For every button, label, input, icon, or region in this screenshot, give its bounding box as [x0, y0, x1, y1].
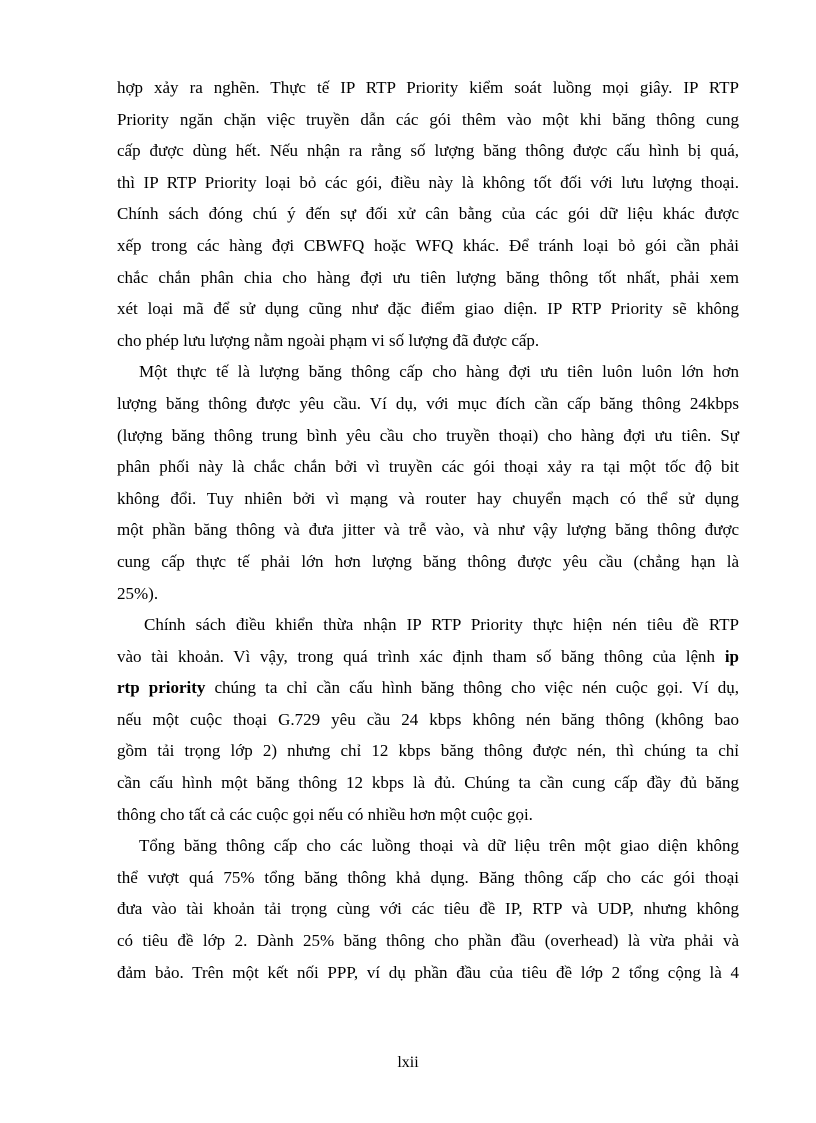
- text-segment: (lượng băng thông trung bình yêu cầu cho truyền thoại) cho hàng đợi ưu tiên. Sự: [117, 425, 739, 445]
- text-line: [117, 262, 739, 294]
- text-segment: xét loại mã để sử dụng cũng như đặc điểm giao diện. IP RTP Priority sẽ không: [117, 299, 739, 319]
- bold-command-text: rtp priority: [117, 678, 206, 698]
- text-line: [117, 925, 739, 957]
- text-segment: phân phối này là chắc chắn bởi vì truyền các gói thoại xảy ra tại một tốc độ bit: [117, 457, 739, 477]
- text-line: [117, 799, 739, 831]
- text-line: [117, 483, 739, 515]
- text-segment: đảm bảo. Trên một kết nối PPP, ví dụ phần đầu của tiêu đề lớp 2 tổng cộng là 4: [117, 962, 739, 982]
- text-segment: nếu một cuộc thoại G.729 yêu cầu 24 kbps không nén băng thông (không bao: [117, 709, 739, 729]
- text-line: [117, 514, 739, 546]
- text-segment: lượng băng thông được yêu cầu. Ví dụ, với mục đích cần cấp băng thông 24kbps: [117, 393, 739, 413]
- text-line: [117, 451, 739, 483]
- text-segment: thể vượt quá 75% tổng băng thông khả dụng. Băng thông cấp cho các gói thoại: [117, 867, 739, 887]
- text-line: [117, 735, 739, 767]
- text-line: [117, 893, 739, 925]
- text-segment: chắc chắn phân chia cho hàng đợi ưu tiên lượng băng thông tốt nhất, phải xem: [117, 267, 739, 287]
- text-line: [117, 767, 739, 799]
- text-segment: Chính sách đóng chú ý đến sự đối xử cân bằng của các gói dữ liệu khác được: [117, 204, 739, 224]
- page-number: lxii: [397, 1054, 419, 1071]
- text-segment: thông cho tất cả các cuộc gọi nếu có nhiều hơn một cuộc gọi.: [117, 804, 533, 824]
- text-segment: cần cấu hình một băng thông 12 kbps là đủ. Chúng ta cần cung cấp đầy đủ băng: [117, 773, 739, 793]
- text-line: [117, 356, 739, 388]
- text-line: [117, 104, 739, 136]
- text-segment: Priority ngăn chặn việc truyền dẫn các gói thêm vào một khi băng thông cung: [117, 109, 739, 129]
- body-text: [117, 72, 739, 988]
- text-segment: vào tài khoản. Vì vậy, trong quá trình xác định tham số băng thông của lệnh: [117, 646, 725, 666]
- text-line: [117, 704, 739, 736]
- text-segment: Chính sách điều khiển thừa nhận IP RTP Priority thực hiện nén tiêu đề RTP: [144, 615, 739, 635]
- text-line: [117, 388, 739, 420]
- text-segment: đưa vào tài khoản tải trọng cùng với các tiêu đề IP, RTP và UDP, nhưng không: [117, 899, 739, 919]
- text-segment: một phần băng thông và đưa jitter và trễ vào, và như vậy lượng băng thông được: [117, 520, 739, 540]
- text-segment: cho phép lưu lượng nằm ngoài phạm vi số lượng đã được cấp.: [117, 330, 540, 350]
- text-line: [117, 167, 739, 199]
- text-segment: cung cấp thực tế phải lớn hơn lượng băng thông được yêu cầu (chẳng hạn là: [117, 551, 739, 571]
- text-line: [117, 862, 739, 894]
- text-line: [117, 293, 739, 325]
- text-line: [117, 230, 739, 262]
- text-segment: 25%).: [117, 583, 159, 603]
- text-segment: cấp được dùng hết. Nếu nhận ra rằng số lượng băng thông được cấu hình bị quá,: [117, 141, 739, 161]
- text-line: [117, 672, 739, 704]
- text-segment: gồm tải trọng lớp 2) nhưng chỉ 12 kbps băng thông được nén, thì chúng ta chỉ: [117, 741, 739, 761]
- text-segment: hợp xảy ra nghẽn. Thực tế IP RTP Priority kiểm soát luồng mọi giây. IP RTP: [117, 78, 739, 97]
- text-line: [117, 420, 739, 452]
- text-segment: Tổng băng thông cấp cho các luồng thoại và dữ liệu trên một giao diện không: [139, 836, 739, 856]
- text-line: [117, 957, 739, 989]
- text-segment: chúng ta chỉ cần cấu hình băng thông cho việc nén cuộc gọi. Ví dụ,: [205, 678, 739, 698]
- text-segment: không đổi. Tuy nhiên bởi vì mạng và router hay chuyển mạch có thể sử dụng: [117, 488, 739, 508]
- text-line: [117, 641, 739, 673]
- text-line: [117, 830, 739, 862]
- text-line: [117, 198, 739, 230]
- text-segment: xếp trong các hàng đợi CBWFQ hoặc WFQ khác. Để tránh loại bỏ gói cần phải: [117, 235, 739, 255]
- text-line: [117, 546, 739, 578]
- bold-command-text: ip: [724, 646, 739, 666]
- text-segment: có tiêu đề lớp 2. Dành 25% băng thông cho phần đầu (overhead) là vừa phải và: [117, 931, 739, 951]
- text-segment: thì IP RTP Priority loại bỏ các gói, điều này là không tốt đối với lưu lượng thoại.: [117, 172, 739, 192]
- text-line: [117, 135, 739, 167]
- text-segment: Một thực tế là lượng băng thông cấp cho hàng đợi ưu tiên luôn luôn lớn hơn: [139, 362, 739, 382]
- text-line: [117, 609, 739, 641]
- text-line: [117, 578, 739, 610]
- text-line: [117, 72, 739, 104]
- text-line: [117, 325, 739, 357]
